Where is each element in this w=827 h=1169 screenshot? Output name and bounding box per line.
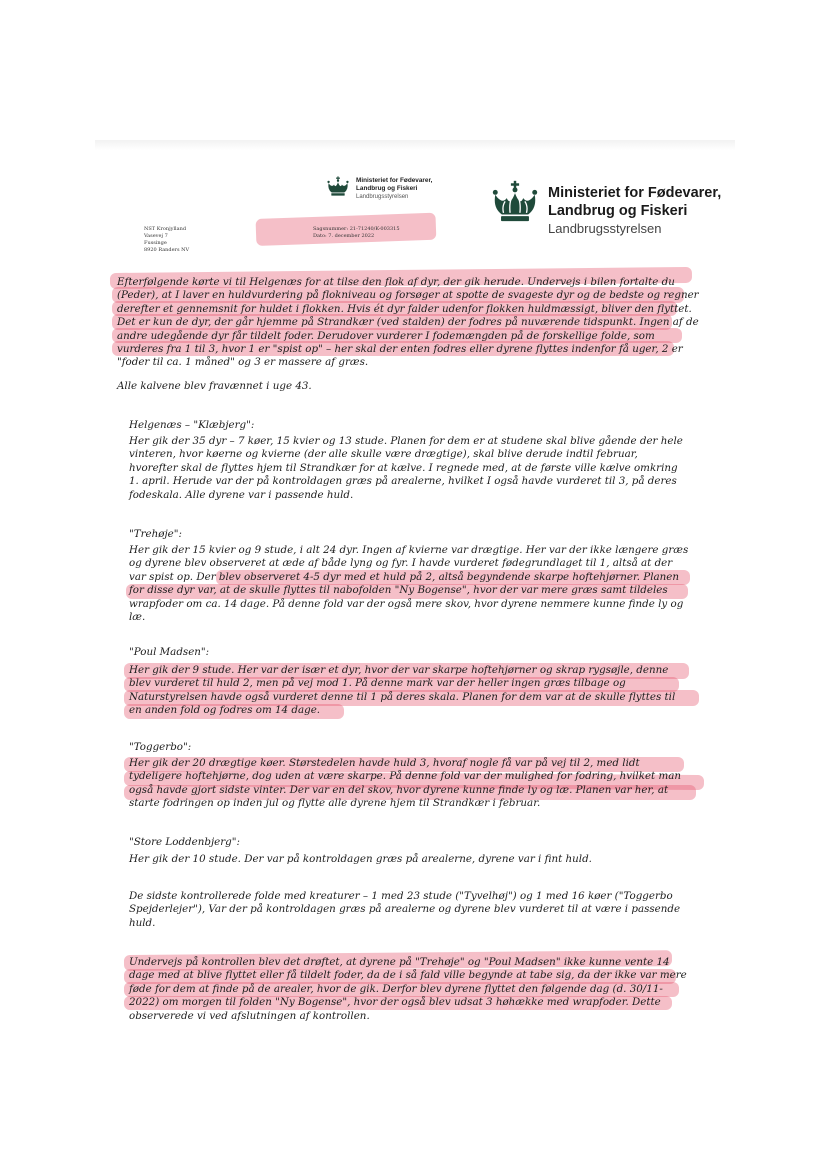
section-text: Her gik der 35 dyr – 7 køer, 15 kvier og 13 stude. Planen for dem er at studene skal blive gående der hele vinteren, hvor køerne og kvierne (der alle skulle være drægtige), skal blive derude indtil februar, hvorefter skal de flyttes hjem til Strandkær for at kælve. I regnede med, at de første ville kælve omkring 1. april. Herude var der på kontroldagen græs på arealerne, hvilket I også havde vurderet til 3, på deres fodeskala. Alle dyrene var i passende huld. xyxy=(129,435,683,501)
logo-line-1: Ministeriet for Fødevarer, xyxy=(356,177,433,184)
logo-line-2: Landbrug og Fiskeri xyxy=(356,185,418,192)
section-text: Her gik der 10 stude. Der var på kontroldagen græs på arealerne, dyrene var i fint huld. xyxy=(129,853,592,865)
address-line: Fussinge xyxy=(144,240,167,246)
section-text: Her gik der 9 stude. Her var der især et dyr, hvor der var skarpe hoftehjørner og skrap rygsøjle, denne blev vurderet til huld 2, men på vej mod 1. På denne mark var der heller ingen græs tilbage og Naturstyrelsen havde også vurderet denne til 1 på deres skala. Planen for dem var at de skulle flyttes til en anden fold og fodres om 14 dage. xyxy=(129,664,676,717)
address-line: Vasevej 7 xyxy=(144,233,168,239)
address-line: 8920 Randers NV xyxy=(144,247,190,253)
crown-icon xyxy=(490,180,540,226)
section-heading: "Store Loddenbjerg": xyxy=(129,836,240,848)
page-edge-shadow xyxy=(95,140,735,150)
case-number: Sagsnummer: 21-71240/K-003315 xyxy=(313,226,400,232)
logo-line-3: Landbrugsstyrelsen xyxy=(548,221,662,236)
closing-conclusion: Undervejs på kontrollen blev det drøftet, at dyrene på "Trehøje" og "Poul Madsen" ikke kunne vente 14 dage med at blive flyttet eller få tildelt foder, da de i så fald ville begynde at tabe sig, da der ikke var mere føde for dem at finde på de arealer, hvor de gik. Derfor blev dyrene flyttet den følgende dag (d. 30/11-2022) om morgen til folden "Ny Bogense", hvor der også blev udsat 3 høhække med wrapfoder. Dette observerede vi ved afslutningen af kontrollen. xyxy=(129,956,687,1022)
section-text: Her gik der 20 drægtige køer. Størstedelen havde huld 3, hvoraf nogle få var på vej til 2, med lidt tydeligere hoftehjørne, dog uden at være skarpe. På denne fold var der mulighed for fodring, hvilket man også havde gjort sidste vinter. Der var en del skov, hvor dyrene kunne finde ly og læ. Planen var her, at starte fodringen op inden jul og flytte alle dyrene hjem til Strandkær i februar. xyxy=(129,757,681,810)
section-heading: Helgenæs – "Klæbjerg": xyxy=(129,419,255,431)
section-heading: "Toggerbo": xyxy=(129,741,192,753)
section-text: Her gik der 15 kvier og 9 stude, i alt 24 dyr. Ingen af kvierne var drægtige. Her var der ikke længere græs og dyrene blev observeret at æde af både lyng og fyr. I havde vurderet fødegrundlaget til 1, altså at der var spist op. Der blev observeret 4-5 dyr med et huld på 2, altså begyndende skarpe hoftehjørner. Planen for disse dyr var, at de skulle flyttes til nabofolden "Ny Bogense", hvor der var mere græs samt tildeles wrapfoder om ca. 14 dage. På denne fold var der også mere skov, hvor dyrene nemmere kunne finde ly og læ. xyxy=(129,544,689,624)
letter-date: Dato: 7. december 2022 xyxy=(313,233,375,239)
closing-paragraph: De sidste kontrollerede folde med kreaturer – 1 med 23 stude ("Tyvelhøj") og 1 med 16 køer ("Toggerbo Spejderlejer"), Var der på kontroldagen græs på arealerne og dyrene blev vurderet til at være i passende huld. xyxy=(129,890,681,929)
logo-line-2: Landbrug og Fiskeri xyxy=(548,203,688,219)
crown-icon xyxy=(326,176,350,198)
section-heading: "Trehøje": xyxy=(129,528,182,540)
recipient-address xyxy=(144,226,189,254)
case-info xyxy=(313,226,400,240)
intro-paragraph: Efterfølgende kørte vi til Helgenæs for at tilse den flok af dyr, der gik herude. Undervejs i bilen fortalte du (Peder), at I laver en huldvurdering på flokniveau og forsøger at spotte de svageste dyr og de bedste og regner derefter et gennemsnit for huldet i flokken. Hvis ét dyr falder udenfor flokken huldmæssigt, bliver den flyttet. Det er kun de dyr, der går hjemme på Strandkær (ved stalden) der fodres på nuværende tidspunkt. Ingen af de andre udegående dyr får tildelt foder. Derudover vurderer I fodemængden på de forskellige folde, som vurderes fra 1 til 3, hvor 1 er "spist op" – her skal der enten fodres eller dyrene flyttes indenfor få uger, 2 er "foder til ca. 1 måned" og 3 er massere af græs. xyxy=(117,276,699,369)
section-heading: "Poul Madsen": xyxy=(129,646,210,658)
intro-weaning-note: Alle kalvene blev fravænnet i uge 43. xyxy=(117,380,312,392)
address-line: NST Kronjylland xyxy=(144,226,187,232)
logo-line-1: Ministeriet for Fødevarer, xyxy=(548,185,722,201)
logo-line-3: Landbrugsstyrelsen xyxy=(356,194,409,200)
